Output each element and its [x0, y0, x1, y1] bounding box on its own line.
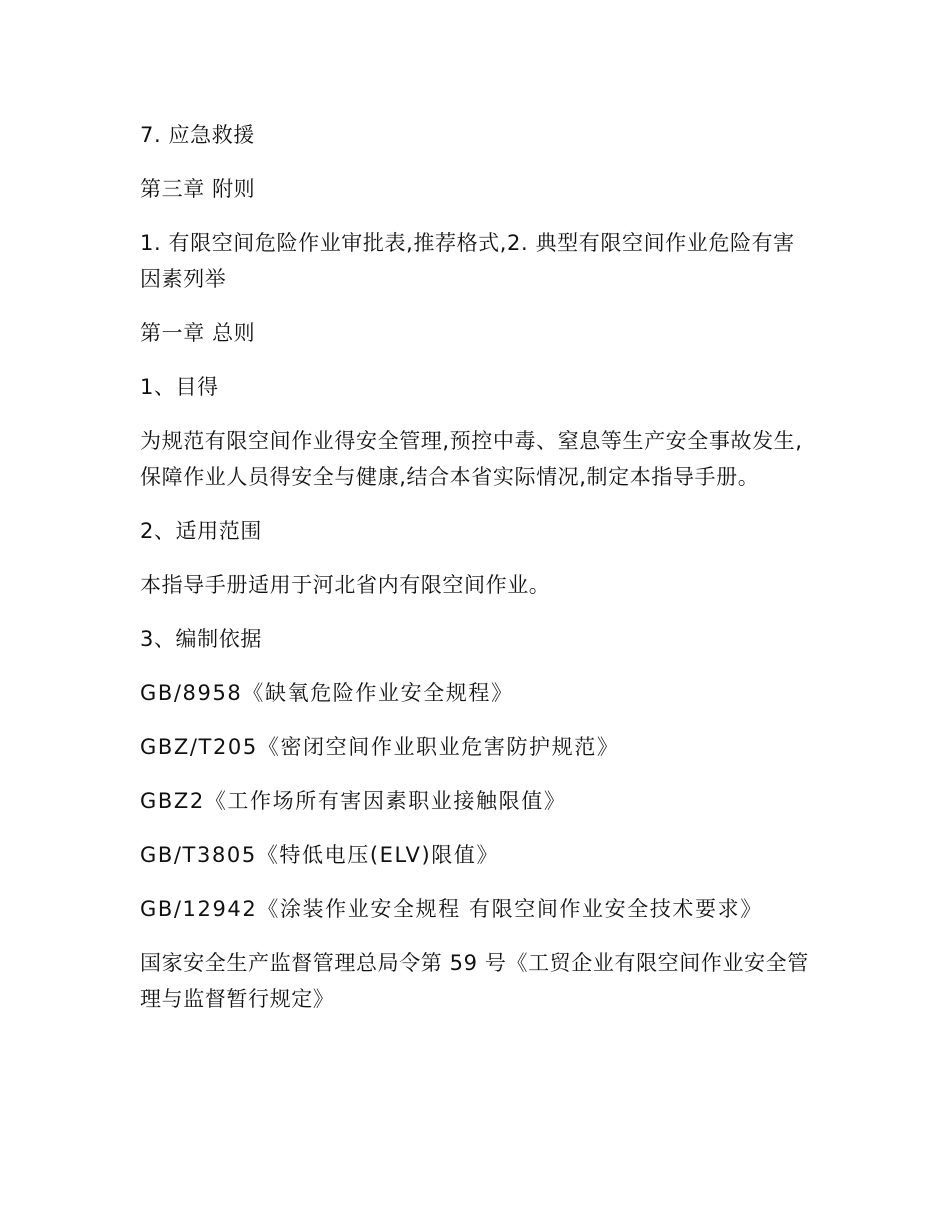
- chapter-heading-general: 第一章 总则: [140, 321, 256, 345]
- section-heading-scope: 2、适用范围: [140, 519, 262, 543]
- standard-reference: GB/8958《缺氧危险作业安全规程》: [140, 681, 514, 705]
- section-heading-purpose: 1、目得: [140, 375, 219, 399]
- purpose-paragraph: 为规范有限空间作业得安全管理,预控中毒、窒息等生产安全事故发生,保障作业人员得安全与健康,结合本省实际情况,制定本指导手册。: [140, 429, 803, 489]
- section-heading-basis: 3、编制依据: [140, 627, 262, 651]
- standard-reference: GBZ/T205《密闭空间作业职业危害防护规范》: [140, 735, 620, 759]
- chapter-heading-supplementary: 第三章 附则: [140, 177, 256, 201]
- document-body: [140, 117, 812, 1035]
- standard-reference: GB/T3805《特低电压(ELV)限值》: [140, 843, 500, 867]
- scope-paragraph: 本指导手册适用于河北省内有限空间作业。: [140, 573, 551, 597]
- standard-reference: GB/12942《涂装作业安全规程 有限空间作业安全技术要求》: [140, 897, 763, 921]
- appendix-list: 1. 有限空间危险作业审批表,推荐格式,2. 典型有限空间作业危险有害因素列举: [140, 231, 795, 291]
- regulation-reference: 国家安全生产监督管理总局令第 59 号《工贸企业有限空间作业安全管理与监督暂行规定》: [140, 951, 809, 1011]
- section-heading-emergency-rescue: 7. 应急救援: [140, 123, 255, 147]
- standard-reference: GBZ2《工作场所有害因素职业接触限值》: [140, 789, 567, 813]
